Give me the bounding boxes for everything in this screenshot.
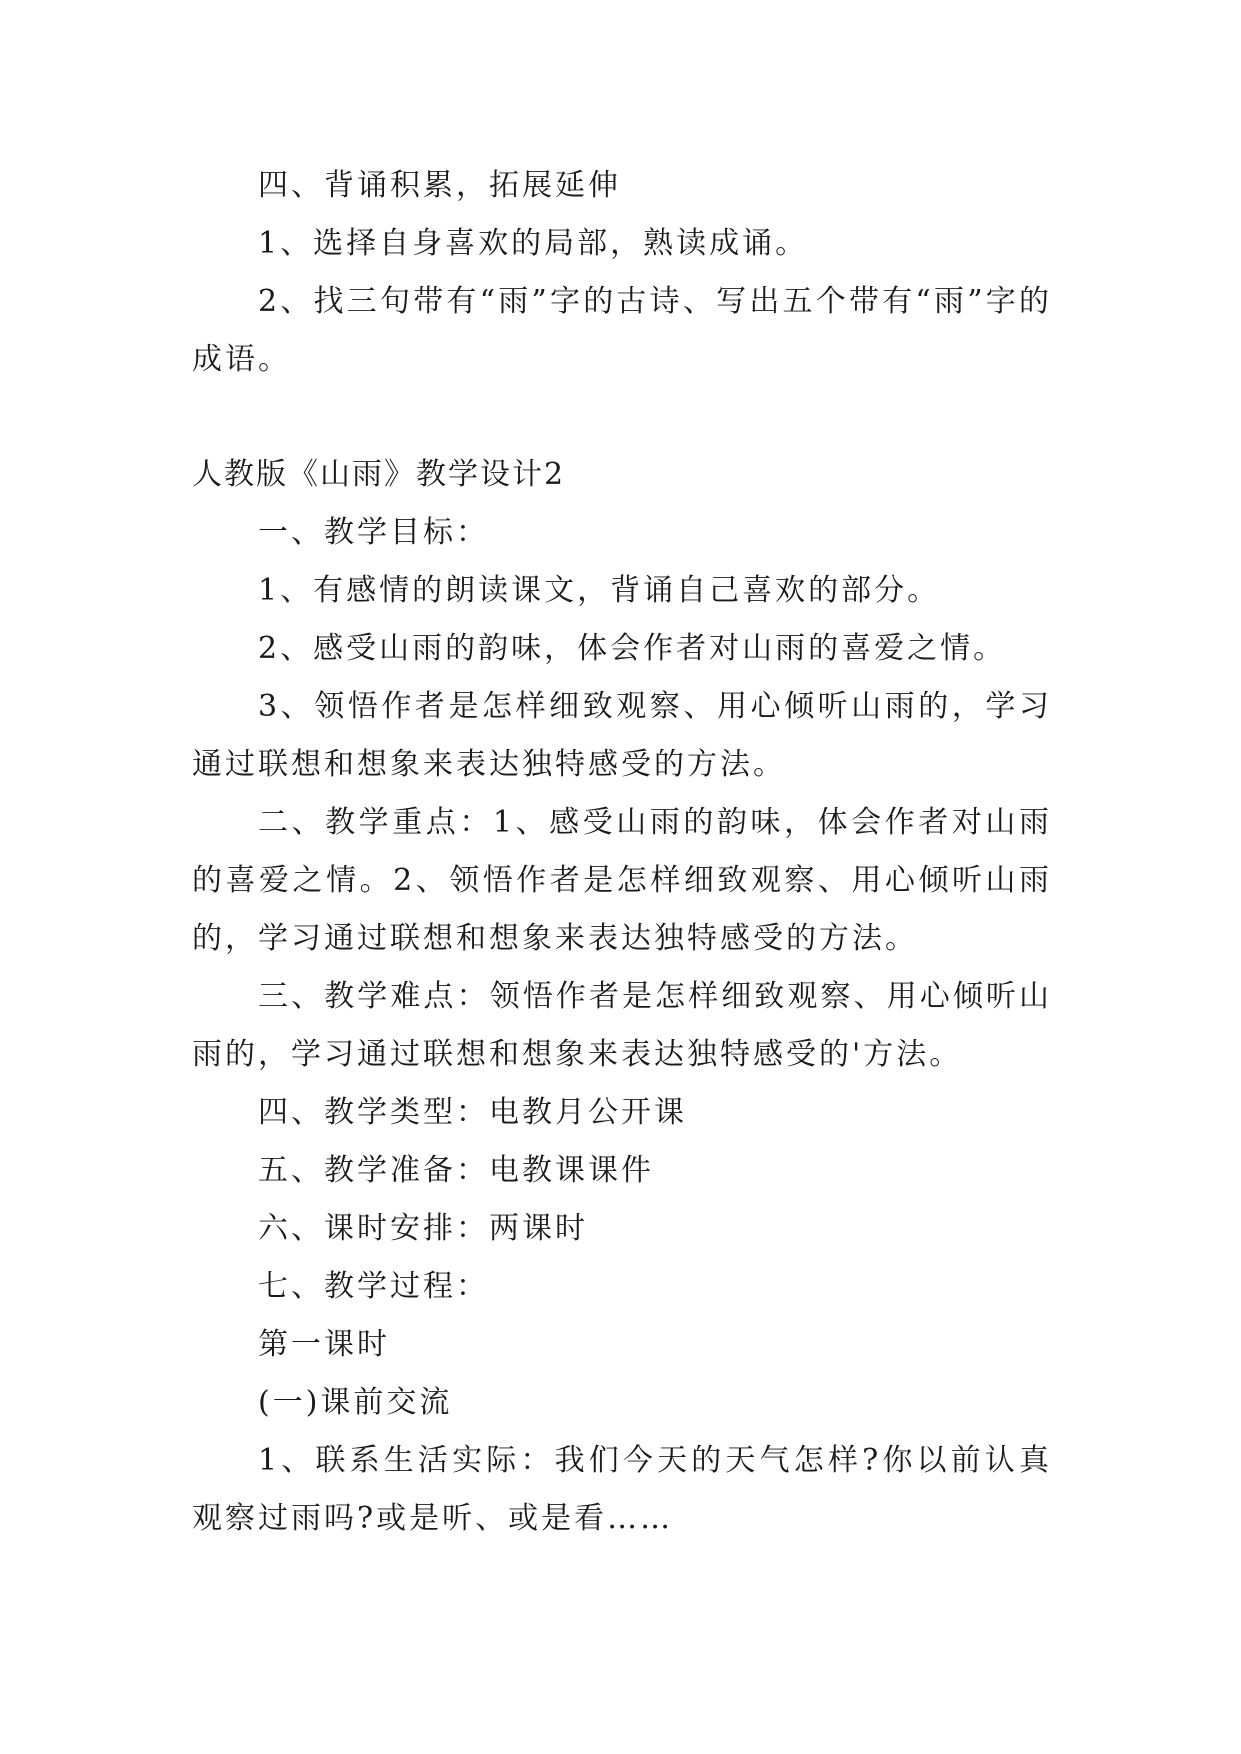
paragraph: 3、领悟作者是怎样细致观察、用心倾听山雨的，学习通过联想和想象来表达独特感受的方法。 [192, 689, 1052, 782]
subheading: (一)课前交流 [258, 1385, 453, 1420]
paragraph: 三、教学难点：领悟作者是怎样细致观察、用心倾听山雨的，学习通过联想和想象来表达独特感受的'方法。 [192, 979, 1052, 1072]
section-heading: 一、教学目标： [258, 515, 489, 550]
paragraph: 二、教学重点：1、感受山雨的韵味，体会作者对山雨的喜爱之情。2、领悟作者是怎样细致观察、用心倾听山雨的，学习通过联想和想象来表达独特感受的方法。 [192, 805, 1052, 956]
paragraph: 2、感受山雨的韵味，体会作者对山雨的喜爱之情。 [258, 631, 1007, 666]
paragraph: 四、教学类型：电教月公开课 [258, 1095, 687, 1130]
paragraph: 1、联系生活实际：我们今天的天气怎样?你以前认真观察过雨吗?或是听、或是看…… [192, 1443, 1052, 1536]
document-title: 人教版《山雨》教学设计2 [192, 457, 566, 492]
section-heading: 七、教学过程： [258, 1269, 489, 1304]
paragraph: 2、找三句带有“雨”字的古诗、写出五个带有“雨”字的成语。 [192, 284, 1052, 377]
subheading: 第一课时 [258, 1327, 390, 1362]
paragraph: 1、有感情的朗读课文，背诵自己喜欢的部分。 [258, 573, 941, 608]
paragraph: 六、课时安排：两课时 [258, 1211, 588, 1246]
section-heading: 四、背诵积累，拓展延伸 [258, 168, 621, 203]
paragraph: 1、选择自身喜欢的局部，熟读成诵。 [258, 226, 809, 261]
paragraph: 五、教学准备：电教课课件 [258, 1153, 654, 1188]
